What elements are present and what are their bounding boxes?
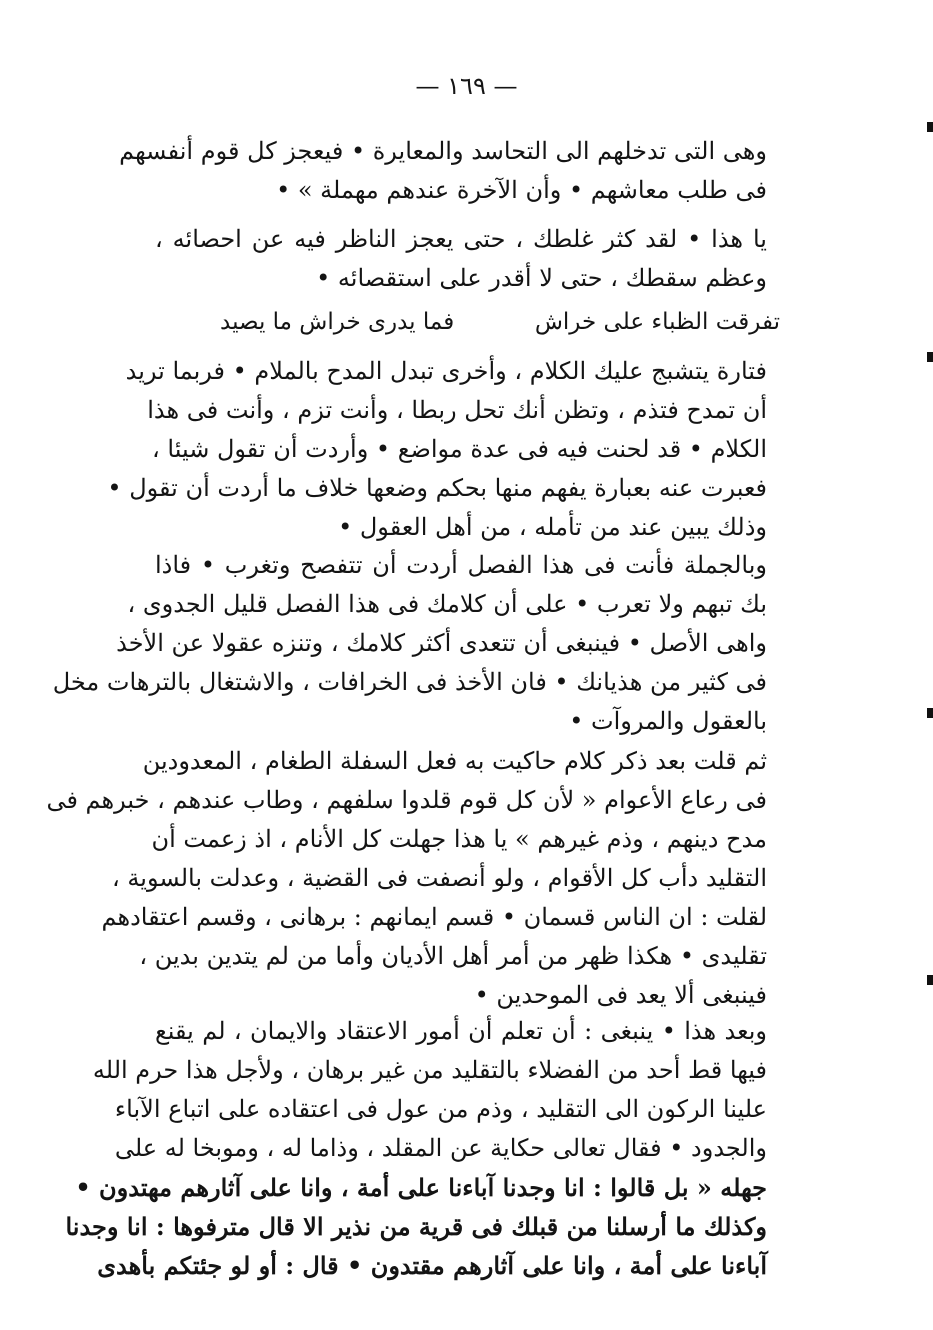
paragraph-line: فى رعاع الأعوام « لأن كل قوم قلدوا سلفهم ، وطاب عندهم ، خبرهم فى — [46, 786, 767, 814]
paragraph-2 — [155, 220, 767, 298]
paragraph-6 — [65, 1012, 767, 1285]
page-number: — ١٦٩ — — [415, 72, 518, 100]
paragraph-1 — [119, 132, 767, 210]
paragraph-line: مدح دينهم ، وذم غيرهم » يا هذا جهلت كل الأنام ، اذ زعمت أن — [151, 825, 767, 853]
paragraph-line: الكلام • قد لحنت فيه فى عدة مواضع • وأردت أن تقول شيئا ، — [152, 435, 767, 463]
paragraph-line: فى طلب معاشهم • وأن الآخرة عندهم مهملة » • — [276, 176, 767, 204]
paragraph-line: فعبرت عنه بعبارة يفهم منها بحكم وضعها خلاف ما أردت أن تقول • — [107, 474, 767, 502]
scan-edge-mark — [927, 975, 933, 985]
poetry-verse — [210, 302, 780, 342]
quran-quote-line: آباءنا على أمة ، وانا على آثارهم مقتدون • قال : أو لو جئتكم بأهدى — [97, 1251, 767, 1280]
verse-second-hemistich: فما يدرى خراش ما يصيد — [220, 309, 455, 335]
paragraph-line: واهى الأصل • فينبغى أن تتعدى أكثر كلامك ، وتنزه عقولا عن الأخذ — [116, 629, 767, 657]
quran-quote-line: وكذلك ما أرسلنا من قبلك فى قرية من نذير الا قال مترفوها : انا وجدنا — [65, 1212, 767, 1241]
paragraph-line: علينا الركون الى التقليد ، وذم من عول فى اعتقاده على اتباع الآباء — [114, 1095, 767, 1123]
paragraph-line: وذلك يبين عند من تأمله ، من أهل العقول • — [338, 513, 767, 541]
scan-edge-mark — [927, 708, 933, 718]
paragraph-line: فيها قط أحد من الفضلاء بالتقليد من غير برهان ، ولأجل هذا حرم الله — [92, 1056, 767, 1084]
quran-quote-line: جهله « بل قالوا : انا وجدنا آباءنا على أمة ، وانا على آثارهم مهتدون • — [75, 1173, 767, 1202]
paragraph-line: لقلت : ان الناس قسمان • قسم ايمانهم : برهانى ، وقسم اعتقادهم — [101, 903, 767, 931]
paragraph-line: وهى التى تدخلهم الى التحاسد والمعايرة • فيعجز كل قوم أنفسهم — [119, 137, 767, 165]
paragraph-3 — [107, 352, 767, 547]
paragraph-line: يا هذا • لقد كثر غلطك ، حتى يعجز الناظر فيه عن احصائه ، — [155, 225, 767, 253]
paragraph-line: بك تبهم ولا تعرب • على أن كلامك فى هذا الفصل قليل الجدوى ، — [127, 590, 767, 618]
paragraph-line: ثم قلت بعد ذكر كلام حاكيت به فعل السفلة الطغام ، المعدودين — [142, 747, 767, 775]
paragraph-line: وبعد هذا • ينبغى : أن تعلم أن أمور الاعتقاد والايمان ، لم يقنع — [155, 1017, 767, 1045]
scan-edge-mark — [927, 352, 933, 362]
scan-edge-mark — [927, 122, 933, 132]
paragraph-line: بالعقول والمروآت • — [569, 707, 767, 735]
paragraph-line: والجدود • فقال تعالى حكاية عن المقلد ، وذاما له ، وموبخا له على — [114, 1134, 767, 1162]
paragraph-5 — [46, 742, 767, 1015]
paragraph-line: فى كثير من هذيانك • فان الأخذ فى الخرافات ، والاشتغال بالترهات مخل — [52, 668, 767, 696]
paragraph-line: تقليدى • هكذا ظهر من أمر أهل الأديان وأما من لم يتدين بدين ، — [139, 942, 767, 970]
paragraph-line: وعظم سقطك ، حتى لا أقدر على استقصائه • — [316, 264, 767, 292]
paragraph-line: وبالجملة فأنت فى هذا الفصل أردت أن تتفصح وتغرب • فاذا — [155, 551, 767, 579]
paragraph-line: فينبغى ألا يعد فى الموحدين • — [474, 981, 767, 1009]
paragraph-4 — [52, 546, 767, 741]
paragraph-line: التقليد دأب كل الأقوام ، ولو أنصفت فى القضية ، وعدلت بالسوية ، — [112, 864, 767, 892]
verse-first-hemistich: تفرقت الظباء على خراش — [534, 309, 780, 335]
paragraph-line: أن تمدح فتذم ، وتظن أنك تحل ربطا ، وأنت تزم ، وأنت فى هذا — [147, 396, 767, 424]
paragraph-line: فتارة يتشبج عليك الكلام ، وأخرى تبدل المدح بالملام • فربما تريد — [125, 357, 767, 385]
